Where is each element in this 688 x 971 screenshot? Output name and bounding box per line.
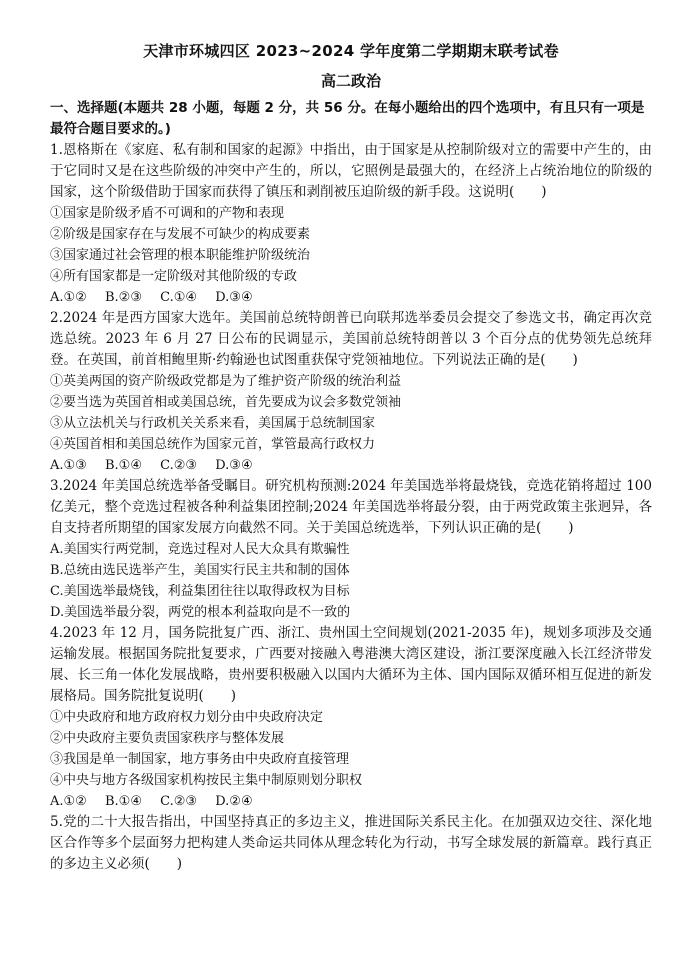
answer-choice-d: D.③④ (215, 290, 253, 305)
statement: ③我国是单一制国家，地方事务由中央政府直接管理 (50, 752, 350, 767)
answer-choice-b: B.①④ (104, 794, 142, 809)
answer-choices (50, 455, 652, 476)
answer-option-b: B.总统由选民选举产生，美国实行民主共和制的国体 (50, 563, 350, 578)
answer-choice-b: B.①④ (104, 458, 142, 473)
statement: ④中央与地方各级国家机构按民主集中制原则划分职权 (50, 773, 363, 788)
statement: ①国家是阶级矛盾不可调和的产物和表现 (50, 206, 285, 221)
answer-option-c: C.美国选举最烧钱，利益集团往往以取得政权为目标 (50, 584, 350, 599)
answer-choice-d: D.②④ (215, 794, 253, 809)
answer-choice-c: C.①④ (160, 290, 198, 305)
answer-option-d: D.美国选举最分裂，两党的根本利益取向是不一致的 (50, 605, 351, 620)
exam-subject: 高二政治 (320, 72, 381, 90)
answer-choice-d: D.③④ (215, 458, 253, 473)
question-1 (50, 140, 652, 308)
question-5 (50, 812, 652, 875)
statement: ③国家通过社会管理的根本职能维护阶级统治 (50, 248, 311, 263)
answer-choice-c: C.②③ (160, 458, 198, 473)
exam-title: 天津市环城四区 2023~2024 学年度第二学期期末联考试卷 (143, 42, 559, 60)
section-heading: 一、选择题(本题共 28 小题，每题 2 分，共 56 分。在每小题给出的四个选项中，有且只有一项是最符合题目要求的。) (50, 100, 645, 137)
answer-choice-a: A.①② (50, 794, 87, 809)
answer-choice-a: A.①② (50, 290, 87, 305)
question-4 (50, 623, 652, 812)
statement: ①中央政府和地方政府权力划分由中央政府决定 (50, 710, 324, 725)
statement: ②中央政府主要负责国家秩序与整体发展 (50, 731, 285, 746)
statement: ③从立法机关与行政机关关系来看，美国属于总统制国家 (50, 416, 376, 431)
question-2 (50, 308, 652, 476)
answer-choices (50, 287, 652, 308)
question-stem: 3.2024 年美国总统选举备受瞩目。研究机构预测:2024 年美国选举将最烧钱，竞选花销将超过 100 亿美元，整个竞选过程被各种利益集团控制;2024 年美国选举将最分裂，由于两党政策主张迥异，各自支持者所期望的国家发展方向截然不同。关于美国总统选举，下列认识正确的是( ) (50, 478, 652, 536)
statement: ②要当选为英国首相或美国总统，首先要成为议会多数党领袖 (50, 395, 402, 410)
statement: ④英国首相和美国总统作为国家元首，掌管最高行政权力 (50, 437, 376, 452)
question-stem: 2.2024 年是西方国家大选年。美国前总统特朗普已向联邦选举委员会提交了参选文书，确定再次竞选总统。2023 年 6 月 27 日公布的民调显示，美国前总统特朗普以 3 个百分点的优势领先总统拜登。在英国，前首相鲍里斯·约翰逊也试图重获保守党领袖地位。下列说法正确的是( ) (50, 310, 652, 368)
answer-choices (50, 791, 652, 812)
statement: ④所有国家都是一定阶级对其他阶级的专政 (50, 269, 298, 284)
statement: ①英美两国的资产阶级政党都是为了维护资产阶级的统治利益 (50, 374, 402, 389)
question-3 (50, 476, 652, 623)
question-stem: 1.恩格斯在《家庭、私有制和国家的起源》中指出，由于国家是从控制阶级对立的需要中产生的，由于它同时又是在这些阶级的冲突中产生的，所以，它照例是最强大的，在经济上占统治地位的阶级的国家，这个阶级借助于国家而获得了镇压和剥削被压迫阶级的新手段。这说明( ) (50, 142, 652, 200)
answer-choice-a: A.①③ (50, 458, 87, 473)
answer-choice-b: B.②③ (104, 290, 142, 305)
answer-choice-c: C.②③ (160, 794, 198, 809)
question-stem: 5.党的二十大报告指出，中国坚持真正的多边主义，推进国际关系民主化。在加强双边交往、深化地区合作等多个层面努力把构建人类命运共同体从理念转化为行动，书写全球发展的新篇章。践行真正的多边主义必须( ) (50, 814, 652, 872)
answer-option-a: A.美国实行两党制，竞选过程对人民大众具有欺骗性 (50, 542, 350, 557)
statement: ②阶级是国家存在与发展不可缺少的构成要素 (50, 227, 311, 242)
question-stem: 4.2023 年 12 月，国务院批复广西、浙江、贵州国土空间规划(2021-2035 年)，规划多项涉及交通运输发展。根据国务院批复要求，广西要对接融入粤港澳大湾区建设，浙江要深度融入长江经济带发展、长三角一体化发展战略，贵州要积极融入以国内大循环为主体、国内国际双循环相互促进的新发展格局。国务院批复说明( ) (50, 625, 652, 704)
